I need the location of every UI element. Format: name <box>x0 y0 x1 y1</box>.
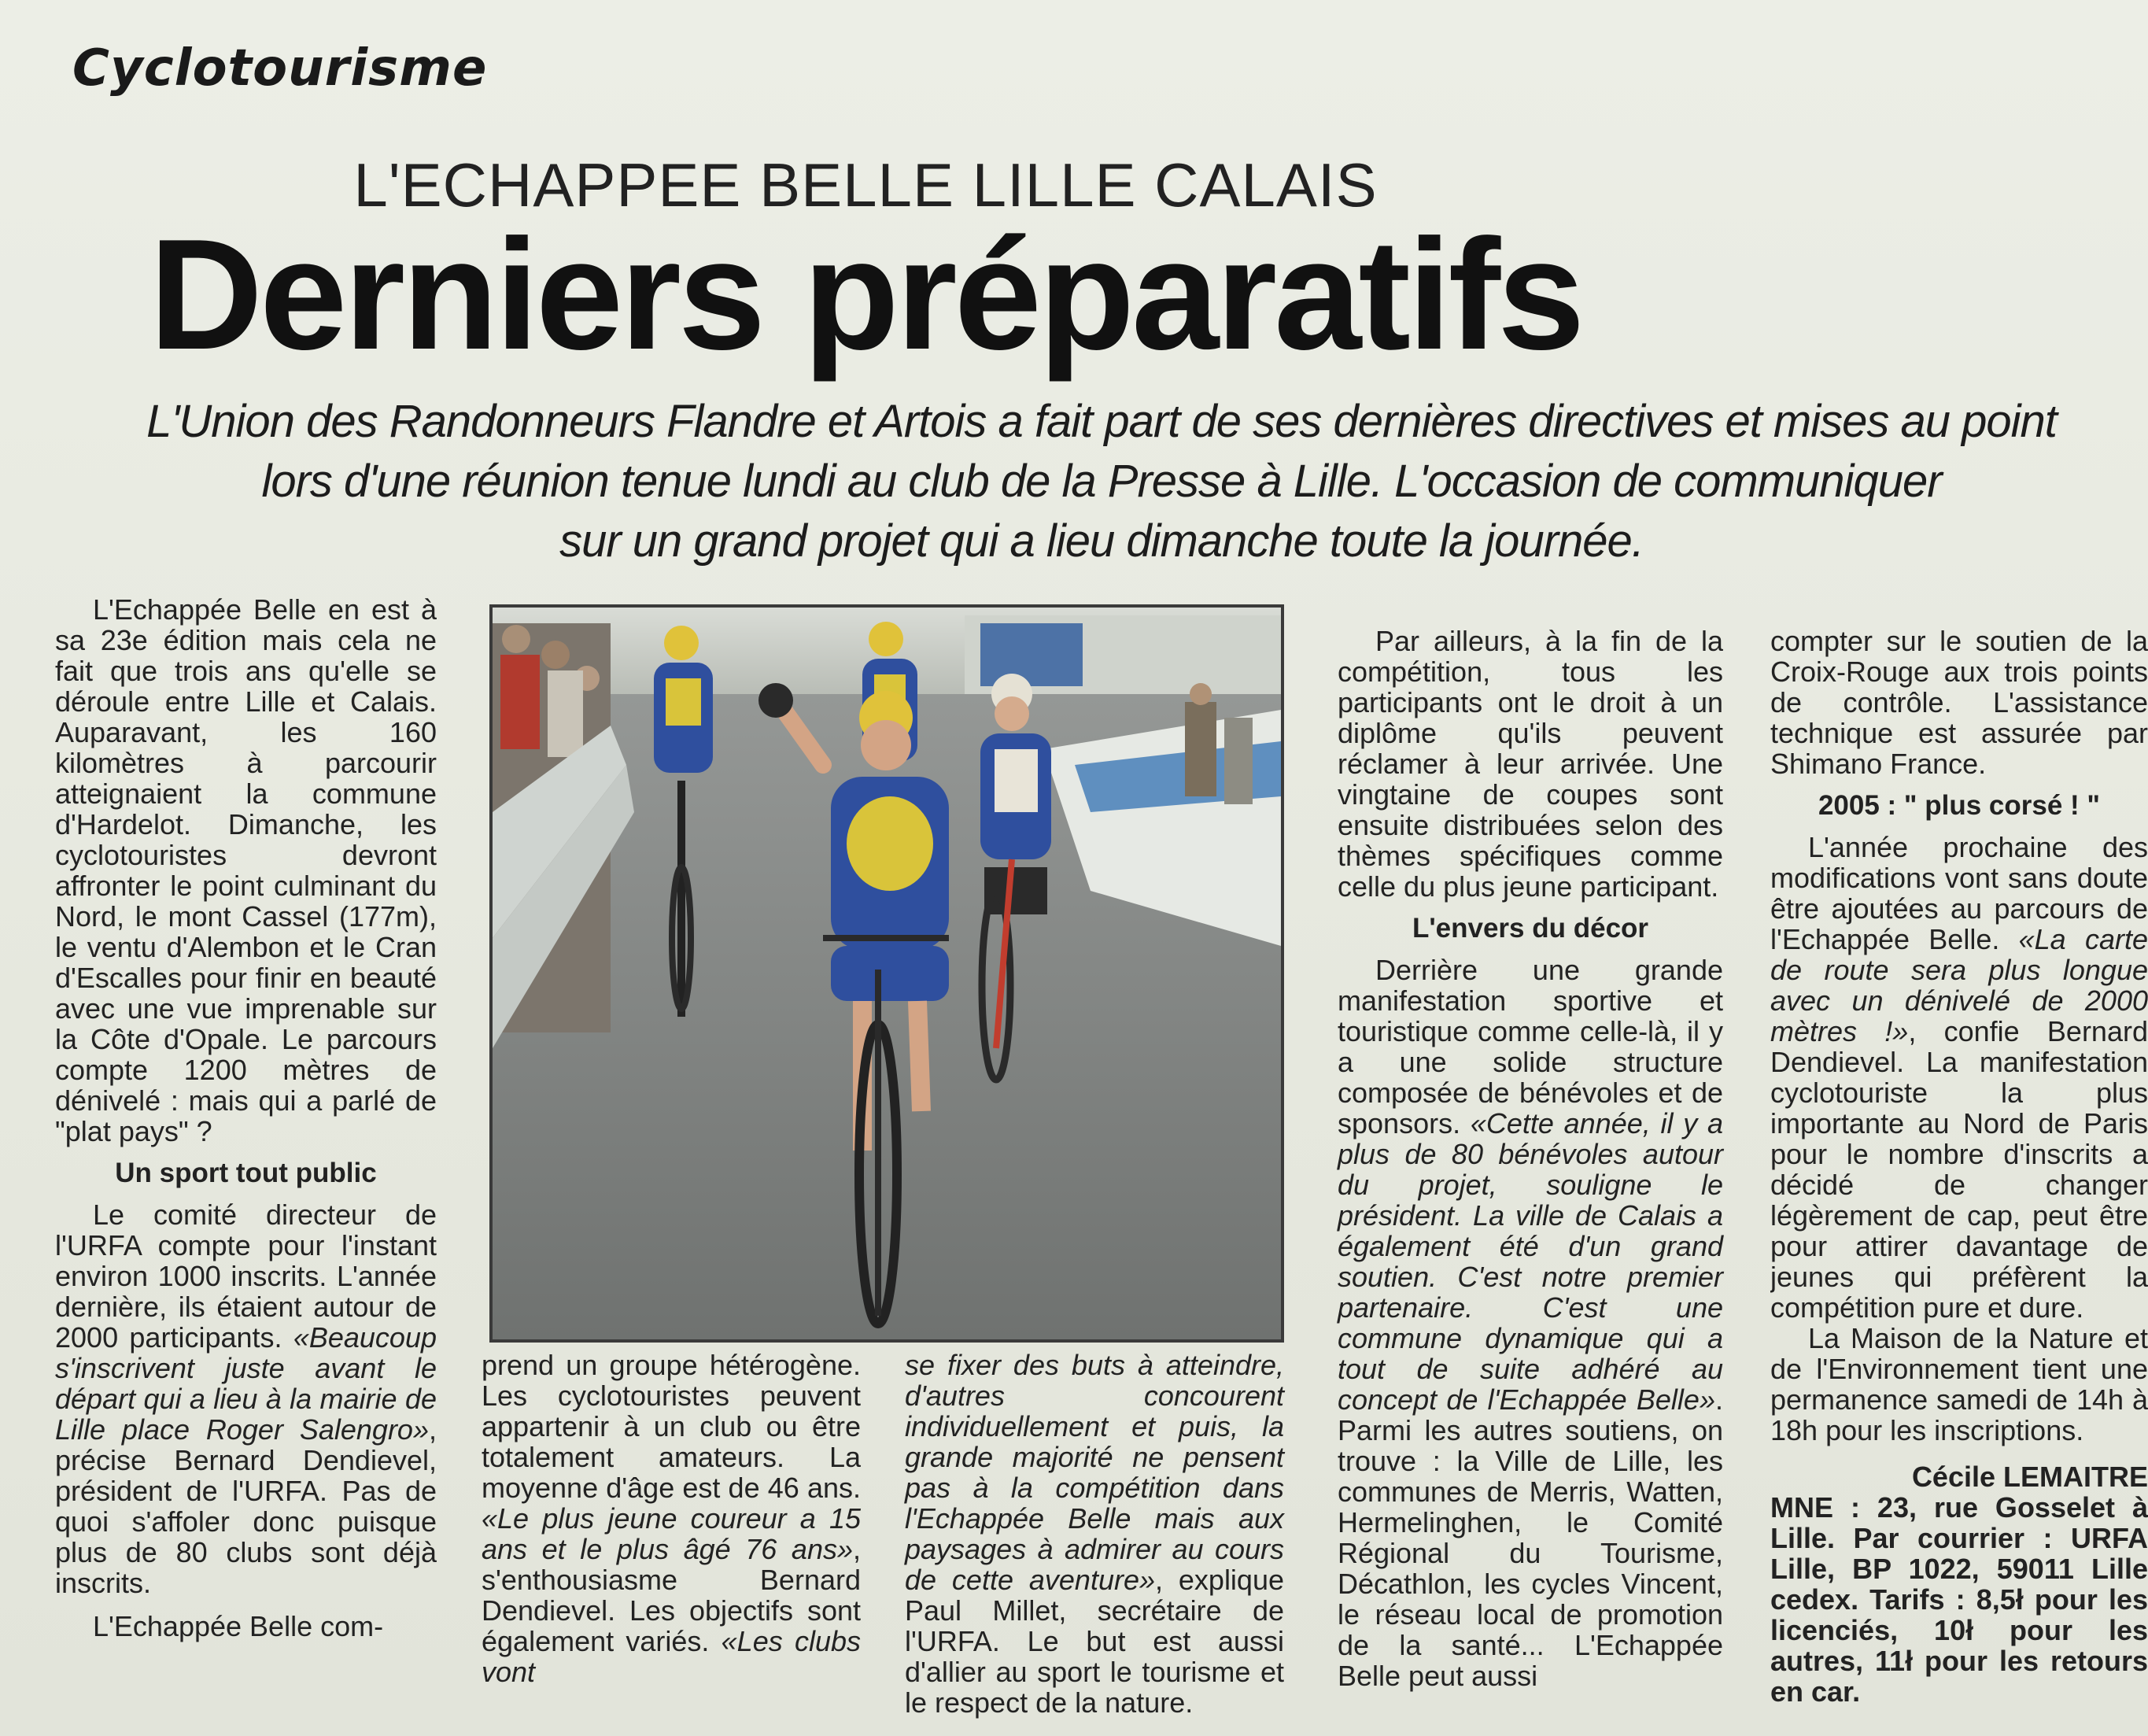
paragraph <box>482 1350 861 1687</box>
text-run: , s'enthousiasme Bernard Dendievel. Les objectifs sont également variés. <box>482 1533 861 1657</box>
section-rubric: Cyclotourisme <box>72 39 488 98</box>
article-headline: Derniers préparatifs <box>149 207 1582 382</box>
text-run: , explique Paul Millet, secrétaire de l'URFA. Le but est aussi d'allier au sport le tourisme et le respect de la nature. <box>905 1564 1284 1719</box>
article-column-1 <box>55 594 437 1642</box>
quote: «Beaucoup s'inscrivent juste avant le départ qui a lieu à la mairie de Lille place Roger Salengro» <box>55 1321 437 1446</box>
cyclists-photo <box>489 604 1284 1343</box>
quote: «Les clubs vont <box>482 1625 862 1688</box>
subheading: L'envers du décor <box>1412 913 1649 944</box>
text-run: , confie Bernard Dendievel. La manifestation cyclotouriste la plus importante au Nord de Paris pour le nombre d'inscrits a décidé de changer légèrement de cap, peut être pour attirer davantage de jeunes qui préfèrent la compétition pure et dure. <box>1770 1015 2148 1324</box>
paragraph <box>905 1350 1284 1718</box>
text-run: , précise Bernard Dendievel, président de l'URFA. Pas de quoi s'affoler donc puisque plus de 80 clubs sont déjà inscrits. <box>55 1413 437 1599</box>
paragraph: Par ailleurs, à la fin de la compétition, tous les participants ont le droit à un diplôme qu'ils peuvent réclamer à leur arrivée. Une vingtaine de coupes sont ensuite distribuées selon des thèmes spécifiques comme celle du plus jeune participant. <box>1338 625 1723 903</box>
article-column-4 <box>1338 626 1723 1691</box>
text-run: Le comité directeur de l'URFA compte pour l'instant environ 1000 inscrits. L'année dernière, ils étaient autour de 2000 participants. <box>55 1199 437 1354</box>
quote: se fixer des buts à atteindre, d'autres concourent individuellement et puis, la grande majorité ne pensent pas à la compétition dans l'Echappée Belle mais aux paysages à admirer au cours de cette aventure» <box>905 1349 1284 1596</box>
text-run: prend un groupe hétérogène. Les cyclotouristes peuvent appartenir à un club ou être totalement amateurs. La moyenne d'âge est de 46 ans. <box>482 1349 861 1504</box>
paragraph: compter sur le soutien de la Croix-Rouge aux trois points de contrôle. L'assistance technique est assurée par Shimano France. <box>1770 626 2148 780</box>
quote: «La carte de route sera plus longue avec un dénivelé de 2000 mètres !» <box>1770 923 2148 1047</box>
text-run: Derrière une grande manifestation sportive et touristique comme celle-là, il y a une solide structure composée de bénévoles et de sponsors. <box>1338 954 1723 1139</box>
quote: «Cette année, il y a plus de 80 bénévoles autour du projet, souligne le président. La ville de Calais a également été d'un grand soutien. C'est notre premier partenaire. C'est une commune dynamique qui a tout de suite adhéré au concept de l'Echappée Belle» <box>1338 1107 1724 1416</box>
text-run: L'année prochaine des modifications vont sans doute être ajoutées au parcours de l'Echappée Belle. <box>1770 831 2148 955</box>
lead-line-3: sur un grand projet qui a lieu dimanche toute la journée. <box>559 515 1644 567</box>
paragraph <box>1338 955 1723 1691</box>
paragraph: L'Echappée Belle en est à sa 23e édition mais cela ne fait que trois ans qu'elle se déroule entre Lille et Calais. Auparavant, les 160 kilomètres à parcourir atteignaient la commune d'Hardelot. Dimanche, les cyclotouristes devront affronter le point culminant du Nord, le mont Cassel (177m), le ventu d'Alembon et le Cran d'Escalles pour finir en beauté avec une vue imprenable sur la Côte d'Opale. Le parcours compte 1200 mètres de dénivelé : mais qui a parlé de "plat pays" ? <box>55 593 437 1147</box>
text-run: . Parmi les autres soutiens, on trouve : la Ville de Lille, les communes de Merris, Watten, Hermelinghen, le Comité Régional du Tourisme, Décathlon, les cycles Vincent, le réseau local de promotion de la santé... L'Echappée Belle peut aussi <box>1338 1383 1723 1692</box>
article-column-3 <box>905 1350 1284 1718</box>
article-kicker: L'ECHAPPEE BELLE LILLE CALAIS <box>353 150 1378 220</box>
paragraph <box>55 1199 437 1598</box>
practical-info: MNE : 23, rue Gosselet à Lille. Par courrier : URFA Lille, BP 1022, 59011 Lille cedex. Tarifs : 8,5ł pour les licenciés, 10ł pour les autres, 11ł pour les retours en car. <box>1770 1491 2148 1707</box>
author-signature: Cécile LEMAITRE <box>1911 1461 2148 1493</box>
lead-line-2: lors d'une réunion tenue lundi au club de la Presse à Lille. L'occasion de communiquer <box>261 456 1942 507</box>
subheading: Un sport tout public <box>115 1158 377 1188</box>
paragraph: L'Echappée Belle com- <box>93 1610 384 1642</box>
subheading: 2005 : " plus corsé ! " <box>1818 790 2101 821</box>
article-column-2 <box>482 1350 861 1687</box>
paragraph <box>1770 832 2148 1323</box>
cyclists-photo-illustration <box>493 608 1281 1339</box>
article-lead <box>63 392 2140 571</box>
article-column-5 <box>1770 626 2148 1707</box>
quote: «Le plus jeune coureur a 15 ans et le plus âgé 76 ans» <box>482 1502 861 1565</box>
paragraph: La Maison de la Nature et de l'Environnement tient une permanence samedi de 14h à 18h pour les inscriptions. <box>1770 1322 2148 1446</box>
lead-line-1: L'Union des Randonneurs Flandre et Artois a fait part de ses dernières directives et mises au point <box>146 396 2057 447</box>
